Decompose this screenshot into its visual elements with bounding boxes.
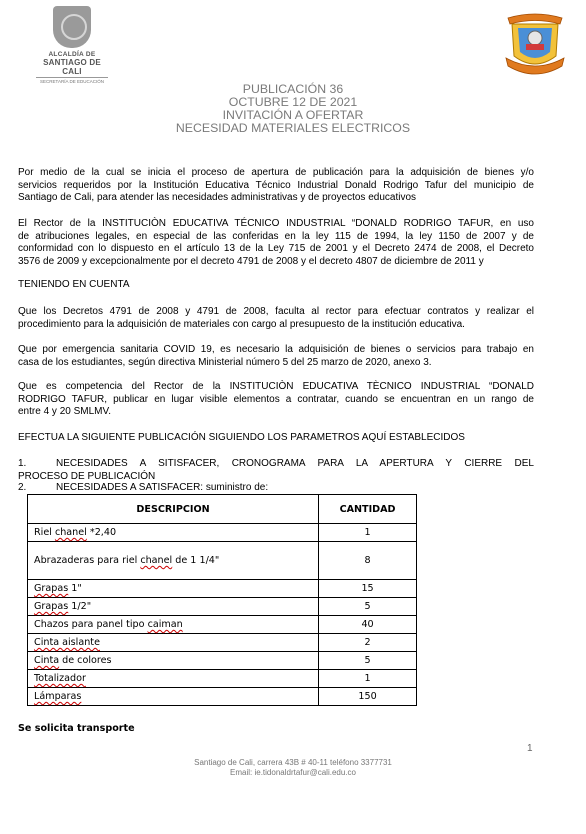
table-row: Grapas 1/2" 5 xyxy=(28,598,417,616)
considering-heading: TENIENDO EN CUENTA xyxy=(18,279,130,290)
intro-paragraph: Por medio de la cual se inicia el proceso de apertura de publicación para la adquisición de bienes y/o servicios requeridos por la Institución Educativa Técnico Industrial Donald Rodrigo Tafur del municipio de Santiago de Cali, para atender las necesidades administrativas y de proyectos educativos xyxy=(18,167,534,203)
logo-line1: ALCALDÍA DE xyxy=(48,51,96,58)
logo-line3: SECRETARÍA DE EDUCACIÓN xyxy=(36,77,108,84)
competence-paragraph: Que es competencia del Rector de la INSTITUCIÒN EDUCATIVA TÈCNICO INDUSTRIAL “DONALD RODRIGO TAFUR, publicar en lugar visible elementos a contratar, cuando se encuentran en un rango de entre 4 y 20 SMLMV. xyxy=(18,381,534,417)
page-footer xyxy=(0,758,586,778)
covid-paragraph: Que por emergencia sanitaria COVID 19, es necesario la adquisición de bienes o servicios para trabajo en casa de los estudiantes, según directiva Ministerial número 5 del 25 marzo de 2020, anexo 3. xyxy=(18,344,534,368)
table-row: Riel chanel *2,40 1 xyxy=(28,524,417,542)
heading-line3: INVITACIÓN A OFERTAR xyxy=(222,108,364,122)
logo-line2: SANTIAGO DE CALI xyxy=(43,58,101,76)
table-row: Cinta de colores 5 xyxy=(28,652,417,670)
heading-line1: PUBLICACIÓN 36 xyxy=(242,82,344,96)
table-row: Cinta aislante 2 xyxy=(28,634,417,652)
publication-statement: EFECTUA LA SIGUIENTE PUBLICACIÓN SIGUIENDO LOS PARAMETROS AQUÍ ESTABLECIDOS xyxy=(18,432,465,443)
school-crest-icon xyxy=(502,12,568,80)
page-number: 1 xyxy=(527,743,533,754)
heading-line4: NECESIDAD MATERIALES ELECTRICOS xyxy=(175,121,411,135)
footer-address: Santiago de Cali, carrera 43B # 40-11 teléfono 3377731 xyxy=(194,758,392,767)
footer-email: Email: ie.tidonaldrtafur@cali.edu.co xyxy=(230,768,356,777)
header-description: DESCRIPCION xyxy=(28,495,319,524)
table-header-row xyxy=(28,495,417,524)
table-row: Lámparas 150 xyxy=(28,688,417,706)
school-crest-logo xyxy=(502,12,568,80)
header-quantity: CANTIDAD xyxy=(319,495,417,524)
materials-table xyxy=(27,494,417,706)
rector-paragraph: El Rector de la INSTITUCIÒN EDUCATIVA TÉCNICO INDUSTRIAL “DONALD RODRIGO TAFUR, en uso de atribuciones legales, en especial de las conferidas en la ley 115 de 1994, la ley 1150 de 2007 y de conformidad con lo dispuesto en el artículo 13 de la Ley 715 de 2001 y el Decreto 2474 de 2008, el Decreto 3576 de 2009 y excepcionalmente por el decreto 4791 de 2008 y el decreto 4807 de diciembre de 2011 y xyxy=(18,218,534,267)
list-item-2: 2. NECESIDADES A SATISFACER: suministro de: xyxy=(18,482,269,493)
table-row: Chazos para panel tipo caiman 40 xyxy=(28,616,417,634)
decrees-paragraph: Que los Decretos 4791 de 2008 y 4791 de 2008, faculta al rector para efectuar contratos y realizar el procedimiento para la adquisición de materiales con cargo al presupuesto de la institución educativa. xyxy=(18,306,534,330)
heading-line2: OCTUBRE 12 DE 2021 xyxy=(228,95,358,109)
publication-heading xyxy=(0,83,586,135)
table-row: Abrazaderas para riel chanel de 1 1/4" 8 xyxy=(28,542,417,580)
list-item-1: 1. NECESIDADES A SITISFACER, CRONOGRAMA PARA LA APERTURA Y CIERRE DEL PROCESO DE PUBLICACIÓN xyxy=(18,458,534,482)
transport-note: Se solicita transporte xyxy=(18,723,135,734)
table-row: Totalizador 1 xyxy=(28,670,417,688)
alcaldia-logo xyxy=(36,6,108,84)
table-row: Grapas 1" 15 xyxy=(28,580,417,598)
coat-of-arms-icon xyxy=(53,6,91,48)
